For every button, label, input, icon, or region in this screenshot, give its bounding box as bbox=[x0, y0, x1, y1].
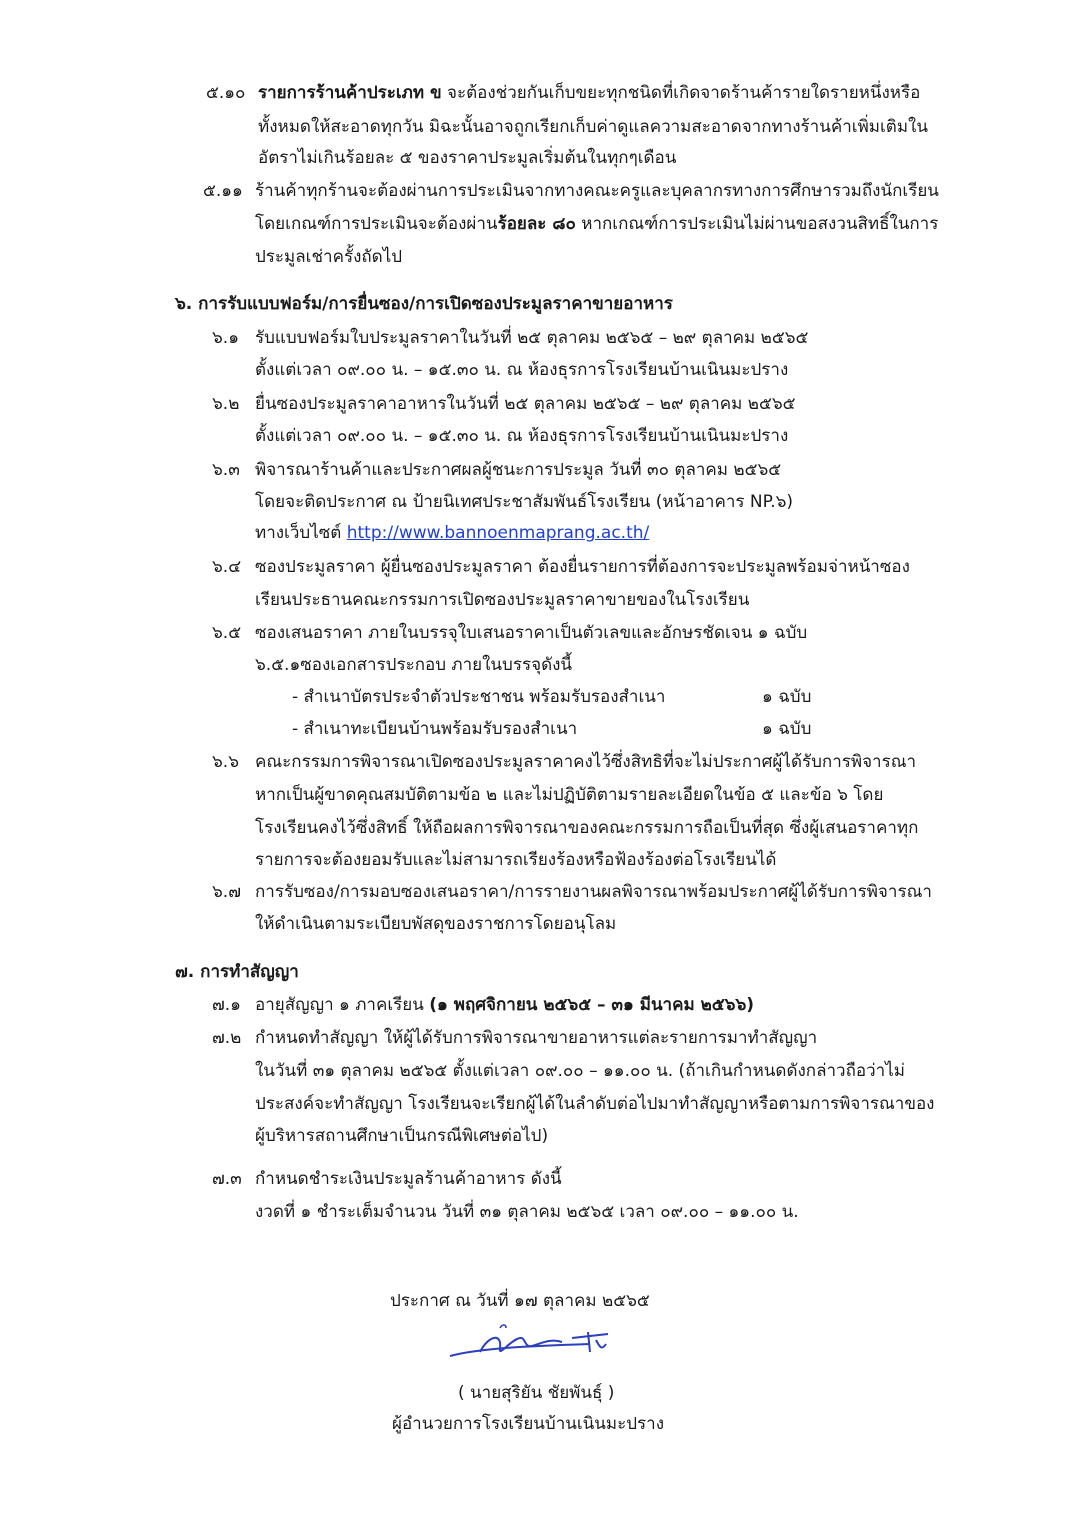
item-5-11-line-1: ร้านค้าทุกร้านจะต้องผ่านการประเมินจากทางคณะครูและบุคลากรทางการศึกษารวมถึงนักเรียน bbox=[255, 181, 939, 201]
item-number: ๕.๑๑ bbox=[203, 181, 243, 201]
text-segment: ทางเว็บไซต์ bbox=[255, 523, 347, 543]
item-7-2-line-4: ผู้บริหารสถานศึกษาเป็นกรณีพิเศษต่อไป) bbox=[255, 1126, 549, 1146]
item-7-3-line-1: กำหนดชำระเงินประมูลร้านค้าอาหาร ดังนี้ bbox=[255, 1169, 562, 1189]
item-number: ๗.๑ bbox=[212, 995, 241, 1015]
item-number: ๗.๓ bbox=[212, 1169, 242, 1189]
item-number: ๖.๔ bbox=[212, 557, 242, 577]
item-6-5-line-2: ๖.๕.๑ซองเอกสารประกอบ ภายในบรรจุดังนี้ bbox=[255, 655, 573, 675]
bold-phrase: ร้อยละ ๘๐ bbox=[497, 214, 576, 234]
item-6-1-line-1: รับแบบฟอร์มใบประมูลราคาในวันที่ ๒๕ ตุลาคม ๒๕๖๕ – ๒๙ ตุลาคม ๒๕๖๕ bbox=[255, 328, 809, 348]
document-list-item: - สำเนาบัตรประจำตัวประชาชน พร้อมรับรองสำเนา bbox=[292, 687, 666, 707]
section-7-heading: ๗. การทำสัญญา bbox=[175, 962, 299, 982]
text-segment: อายุสัญญา ๑ ภาคเรียน bbox=[255, 995, 430, 1015]
item-number: ๖.๑ bbox=[212, 328, 239, 348]
bold-phrase: รายการร้านค้าประเภท ข bbox=[258, 83, 442, 103]
item-6-4-line-2: เรียนประธานคณะกรรมการเปิดซองประมูลราคาขายของในโรงเรียน bbox=[255, 590, 750, 610]
text-segment: หากเกณฑ์การประเมินไม่ผ่านขอสงวนสิทธิ์ในการ bbox=[575, 214, 939, 234]
website-link[interactable]: http://www.bannoenmaprang.ac.th/ bbox=[346, 523, 650, 543]
item-number: ๖.๗ bbox=[212, 882, 241, 902]
text-segment: จะต้องช่วยกันเก็บขยะทุกชนิดที่เกิดจาดร้านค้ารายใดรายหนึ่งหรือ bbox=[441, 83, 921, 103]
item-6-3-line-1: พิจารณาร้านค้าและประกาศผลผู้ชนะการประมูล วันที่ ๓๐ ตุลาคม ๒๕๖๕ bbox=[255, 460, 782, 480]
text-segment: โดยเกณฑ์การประเมินจะต้องผ่าน bbox=[255, 214, 498, 234]
item-7-2-line-2: ในวันที่ ๓๑ ตุลาคม ๒๕๖๕ ตั้งแต่เวลา ๐๙.๐๐ – ๑๑.๐๐ น. (ถ้าเกินกำหนดดังกล่าวถือว่าไม่ bbox=[255, 1061, 905, 1081]
item-5-10-line-3: อัตราไม่เกินร้อยละ ๕ ของราคาประมูลเริ่มต้นในทุกๆเดือน bbox=[258, 148, 677, 168]
section-6-heading: ๖. การรับแบบฟอร์ม/การยื่นซอง/การเปิดซองประมูลราคาขายอาหาร bbox=[175, 294, 673, 314]
item-6-6-line-4: รายการจะต้องยอมรับและไม่สามารถเรียงร้องหรือฟ้องร้องต่อโรงเรียนได้ bbox=[255, 850, 777, 870]
document-quantity: ๑ ฉบับ bbox=[762, 719, 812, 739]
item-6-1-line-2: ตั้งแต่เวลา ๐๙.๐๐ น. – ๑๕.๓๐ น. ณ ห้องธุรการโรงเรียนบ้านเนินมะปราง bbox=[255, 360, 789, 380]
item-5-11-line-3: ประมูลเช่าครั้งถัดไป bbox=[255, 247, 403, 267]
item-6-6-line-1: คณะกรรมการพิจารณาเปิดซองประมูลราคาคงไว้ซึ่งสิทธิที่จะไม่ประกาศผู้ได้รับการพิจารณา bbox=[255, 752, 917, 772]
item-6-2-line-2: ตั้งแต่เวลา ๐๙.๐๐ น. – ๑๕.๓๐ น. ณ ห้องธุรการโรงเรียนบ้านเนินมะปราง bbox=[255, 426, 789, 446]
item-5-10-line-1 bbox=[258, 81, 920, 105]
item-7-3-line-2: งวดที่ ๑ ชำระเต็มจำนวน วันที่ ๓๑ ตุลาคม ๒๕๖๕ เวลา ๐๙.๐๐ – ๑๑.๐๐ น. bbox=[255, 1202, 799, 1222]
announcement-date: ประกาศ ณ วันที่ ๑๗ ตุลาคม ๒๕๖๕ bbox=[390, 1291, 650, 1311]
item-6-6-line-3: โรงเรียนคงไว้ซึ่งสิทธิ์ ให้ถือผลการพิจารณาของคณะกรรมการถือเป็นที่สุด ซึ่งผู้เสนอราคาทุก bbox=[255, 818, 919, 838]
item-7-1-line-1 bbox=[255, 993, 754, 1017]
signature-image bbox=[440, 1318, 630, 1368]
contract-period: (๑ พฤศจิกายน ๒๕๖๕ – ๓๑ มีนาคม ๒๕๖๖) bbox=[429, 995, 755, 1015]
item-7-2-line-3: ประสงค์จะทำสัญญา โรงเรียนจะเรียกผู้ได้ในลำดับต่อไปมาทำสัญญาหรือตามการพิจารณาของ bbox=[255, 1094, 935, 1114]
item-6-7-line-1: การรับซอง/การมอบซองเสนอราคา/การรายงานผลพิจารณาพร้อมประกาศผู้ได้รับการพิจารณา bbox=[255, 882, 932, 902]
document-quantity: ๑ ฉบับ bbox=[762, 687, 812, 707]
signer-name: ( นายสุริยัน ชัยพันธุ์ ) bbox=[458, 1383, 615, 1403]
item-number: ๖.๒ bbox=[212, 394, 240, 414]
item-6-2-line-1: ยื่นซองประมูลราคาอาหารในวันที่ ๒๕ ตุลาคม ๒๕๖๕ – ๒๙ ตุลาคม ๒๕๖๕ bbox=[255, 394, 796, 414]
item-number: ๕.๑๐ bbox=[206, 83, 246, 103]
document-list-item: - สำเนาทะเบียนบ้านพร้อมรับรองสำเนา bbox=[292, 719, 578, 739]
item-number: ๗.๒ bbox=[212, 1028, 242, 1048]
item-6-4-line-1: ซองประมูลราคา ผู้ยื่นซองประมูลราคา ต้องยื่นรายการที่ต้องการจะประมูลพร้อมจ่าหน้าซอง bbox=[255, 557, 910, 577]
item-6-7-line-2: ให้ดำเนินตามระเบียบพัสดุของราชการโดยอนุโลม bbox=[255, 914, 617, 934]
item-6-3-line-3 bbox=[255, 521, 649, 545]
item-5-11-line-2 bbox=[255, 212, 938, 236]
item-number: ๖.๖ bbox=[212, 752, 239, 772]
signer-position: ผู้อำนวยการโรงเรียนบ้านเนินมะปราง bbox=[392, 1414, 665, 1434]
item-6-6-line-2: หากเป็นผู้ขาดคุณสมบัติตามข้อ ๒ และไม่ปฏิบัติตามรายละเอียดในข้อ ๕ และข้อ ๖ โดย bbox=[255, 785, 884, 805]
item-7-2-line-1: กำหนดทำสัญญา ให้ผู้ได้รับการพิจารณาขายอาหารแต่ละรายการมาทำสัญญา bbox=[255, 1028, 818, 1048]
item-6-3-line-2: โดยจะติดประกาศ ณ ป้ายนิเทศประชาสัมพันธ์โรงเรียน (หน้าอาคาร NP.๖) bbox=[255, 492, 794, 512]
item-5-10-line-2: ทั้งหมดให้สะอาดทุกวัน มิฉะนั้นอาจถูกเรียกเก็บค่าดูแลความสะอาดจากทางร้านค้าเพิ่มเติมใน bbox=[258, 117, 928, 137]
item-6-5-line-1: ซองเสนอราคา ภายในบรรจุใบเสนอราคาเป็นตัวเลขและอักษรชัดเจน ๑ ฉบับ bbox=[255, 623, 808, 643]
item-number: ๖.๕ bbox=[212, 623, 242, 643]
item-number: ๖.๓ bbox=[212, 460, 240, 480]
